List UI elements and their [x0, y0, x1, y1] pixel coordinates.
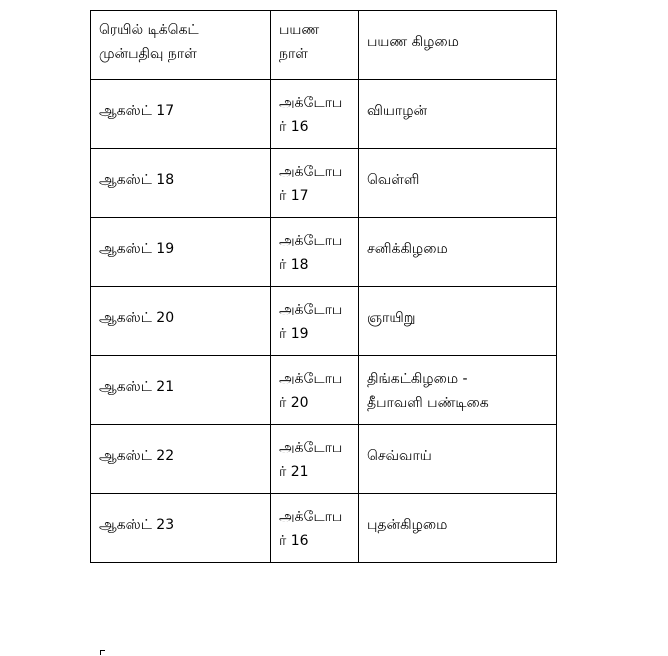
booking-date: ஆகஸ்ட் 20: [99, 310, 175, 326]
header-travel-date: [271, 11, 359, 80]
travel-date-cell: [271, 218, 359, 287]
booking-date: ஆகஸ்ட் 22: [99, 448, 175, 464]
travel-day-cell: [359, 80, 557, 149]
travel-date-line2: ர் 16: [279, 533, 309, 549]
booking-date-cell: [91, 149, 271, 218]
travel-day: வியாழன்: [367, 103, 428, 119]
header-travel-day: [359, 11, 557, 80]
table-row: [91, 149, 557, 218]
header-booking-date-line2: முன்பதிவு நாள்: [99, 46, 197, 62]
table-row: [91, 218, 557, 287]
travel-date-line1: அக்டோப: [279, 509, 343, 525]
travel-day-cell: [359, 494, 557, 563]
travel-day-line1: திங்கட்கிழமை -: [367, 371, 468, 387]
booking-schedule-table: [90, 10, 557, 563]
travel-date-line2: ர் 21: [279, 464, 309, 480]
header-travel-day-label: பயண கிழமை: [367, 34, 459, 50]
table-header-row: [91, 11, 557, 80]
travel-day-line2: தீபாவளி பண்டிகை: [367, 395, 489, 411]
booking-date: ஆகஸ்ட் 17: [99, 103, 175, 119]
travel-date-cell: [271, 494, 359, 563]
travel-date-line1: அக்டோப: [279, 233, 343, 249]
booking-date-cell: [91, 218, 271, 287]
booking-date-cell: [91, 494, 271, 563]
travel-date-cell: [271, 356, 359, 425]
booking-date: ஆகஸ்ட் 19: [99, 241, 175, 257]
booking-date: ஆகஸ்ட் 23: [99, 517, 175, 533]
table-row: [91, 287, 557, 356]
booking-date: ஆகஸ்ட் 21: [99, 379, 175, 395]
travel-day-cell: [359, 287, 557, 356]
travel-date-line2: ர் 17: [279, 188, 309, 204]
travel-date-cell: [271, 425, 359, 494]
header-travel-date-line1: பயண: [279, 22, 320, 38]
travel-date-cell: [271, 80, 359, 149]
booking-date-cell: [91, 287, 271, 356]
travel-date-line2: ர் 20: [279, 395, 309, 411]
booking-date-cell: [91, 425, 271, 494]
travel-date-line1: அக்டோப: [279, 95, 343, 111]
booking-date: ஆகஸ்ட் 18: [99, 172, 175, 188]
travel-date-line2: ர் 16: [279, 119, 309, 135]
travel-date-line1: அக்டோப: [279, 164, 343, 180]
travel-day: வெள்ளி: [367, 172, 420, 188]
travel-date-line2: ர் 19: [279, 326, 309, 342]
header-booking-date-line1: ரெயில் டிக்கெட்: [99, 22, 199, 38]
travel-day: புதன்கிழமை: [367, 517, 448, 533]
page-corner-mark: [100, 650, 105, 655]
booking-date-cell: [91, 356, 271, 425]
table-row: [91, 356, 557, 425]
table-row: [91, 425, 557, 494]
travel-day: ஞாயிறு: [367, 310, 416, 326]
header-travel-date-line2: நாள்: [279, 46, 308, 62]
booking-date-cell: [91, 80, 271, 149]
travel-day: செவ்வாய்: [367, 448, 432, 464]
travel-day-cell: [359, 425, 557, 494]
travel-day: சனிக்கிழமை: [367, 241, 448, 257]
travel-date-line1: அக்டோப: [279, 371, 343, 387]
table-row: [91, 80, 557, 149]
travel-date-line1: அக்டோப: [279, 302, 343, 318]
table-row: [91, 494, 557, 563]
travel-day-cell: [359, 218, 557, 287]
travel-date-cell: [271, 149, 359, 218]
travel-day-cell: [359, 356, 557, 425]
travel-date-cell: [271, 287, 359, 356]
travel-date-line2: ர் 18: [279, 257, 309, 273]
travel-date-line1: அக்டோப: [279, 440, 343, 456]
header-booking-date: [91, 11, 271, 80]
travel-day-cell: [359, 149, 557, 218]
